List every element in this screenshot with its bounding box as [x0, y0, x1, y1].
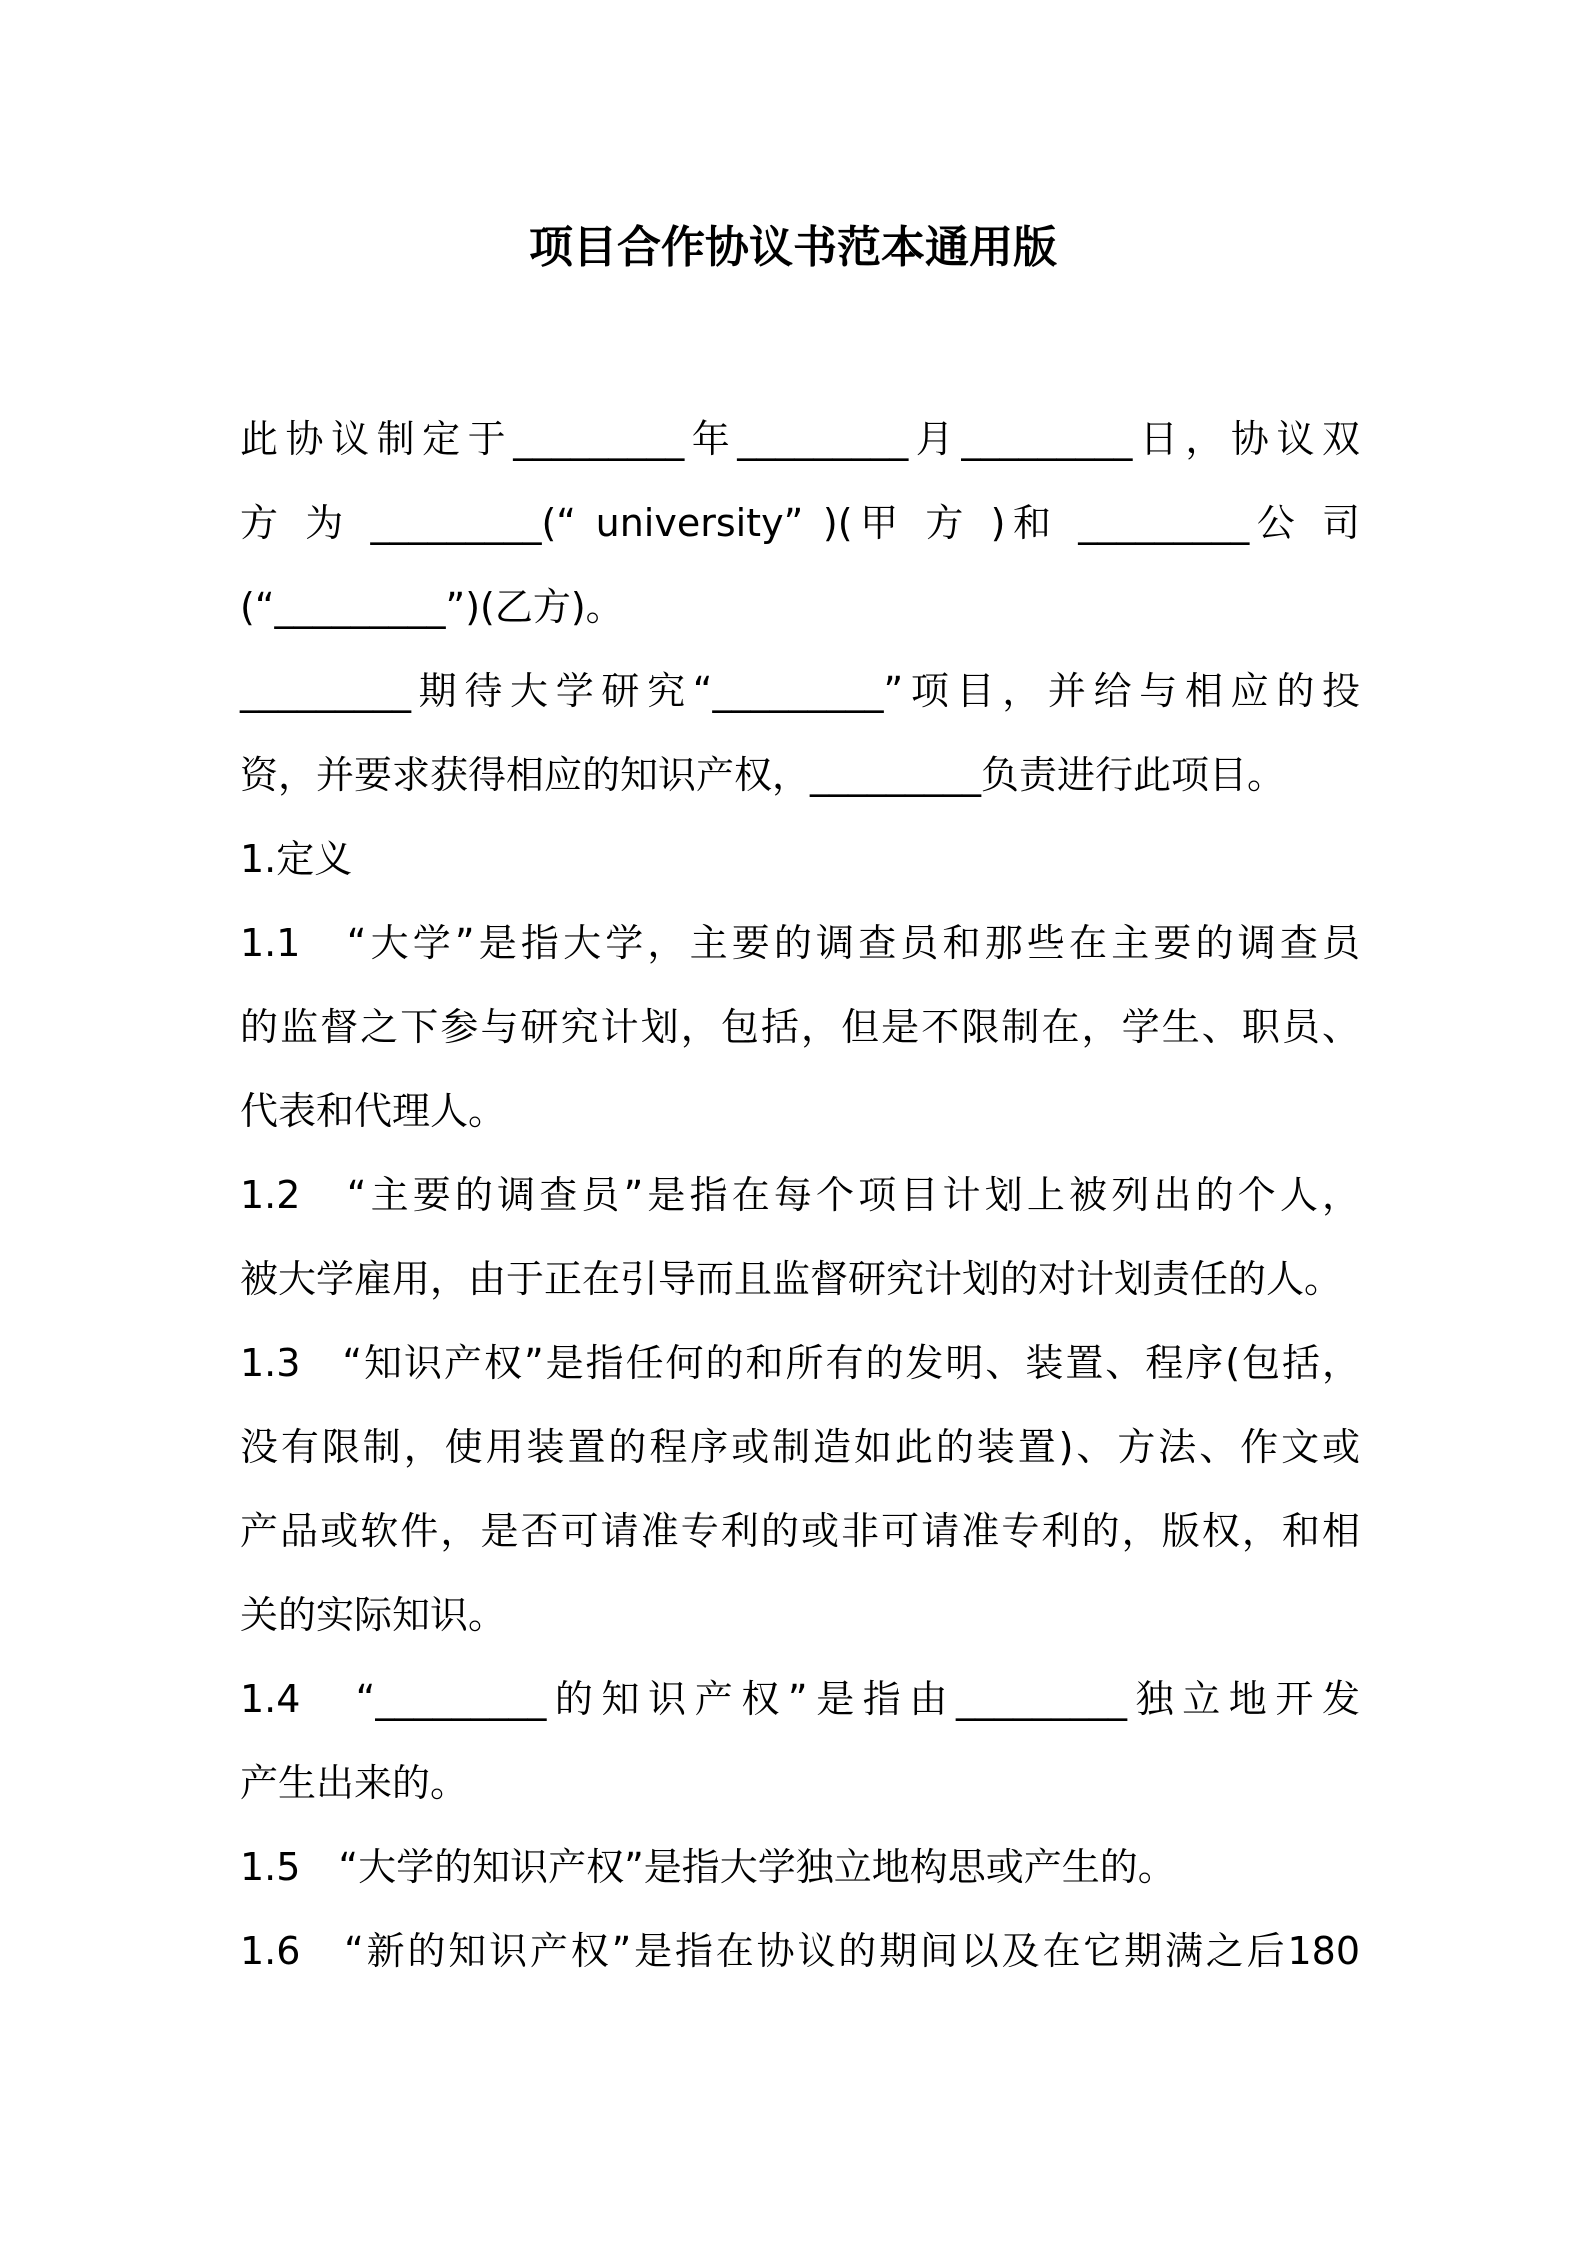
- paragraph-line: 1.2 “主要的调查员”是指在每个项目计划上被列出的个人，: [240, 1173, 1360, 1217]
- paragraph-line: 此协议制定于_________年_________月_________日，协议双: [240, 417, 1360, 461]
- paragraph-line: 关的实际知识。: [240, 1593, 507, 1637]
- paragraph-line: 产生出来的。: [240, 1761, 469, 1805]
- paragraph-line: 没有限制，使用装置的程序或制造如此的装置)、方法、作文或: [240, 1425, 1360, 1469]
- paragraph-line: 被大学雇用，由于正在引导而且监督研究计划的对计划责任的人。: [240, 1257, 1343, 1301]
- paragraph-line: 1.5 “大学的知识产权”是指大学独立地构思或产生的。: [240, 1845, 1176, 1889]
- paragraph-line: (“_________”)(乙方)。: [240, 585, 624, 629]
- paragraph-line: 1.1 “大学”是指大学，主要的调查员和那些在主要的调查员: [240, 921, 1360, 965]
- paragraph-line: _________期待大学研究“_________”项目，并给与相应的投: [240, 669, 1360, 713]
- paragraph-line: 产品或软件，是否可请准专利的或非可请准专利的，版权，和相: [240, 1509, 1360, 1553]
- paragraph-line: 1.4 “_________的知识产权”是指由_________独立地开发: [240, 1677, 1360, 1721]
- paragraph-line: 1.6 “新的知识产权”是指在协议的期间以及在它期满之后180: [240, 1929, 1360, 1973]
- paragraph-line: 资，并要求获得相应的知识产权，_________负责进行此项目。: [240, 753, 1286, 797]
- paragraph-line: 代表和代理人。: [240, 1089, 507, 1133]
- paragraph-line: 方 为 _________(“ university” )(甲 方 )和 _________公 司: [240, 501, 1360, 545]
- document-title: 项目合作协议书范本通用版: [529, 222, 1057, 273]
- paragraph-line: 的监督之下参与研究计划，包括，但是不限制在，学生、职员、: [240, 1005, 1360, 1049]
- paragraph-line: 1.3 “知识产权”是指任何的和所有的发明、装置、程序(包括，: [240, 1341, 1360, 1385]
- section-heading: 1.定义: [240, 837, 353, 881]
